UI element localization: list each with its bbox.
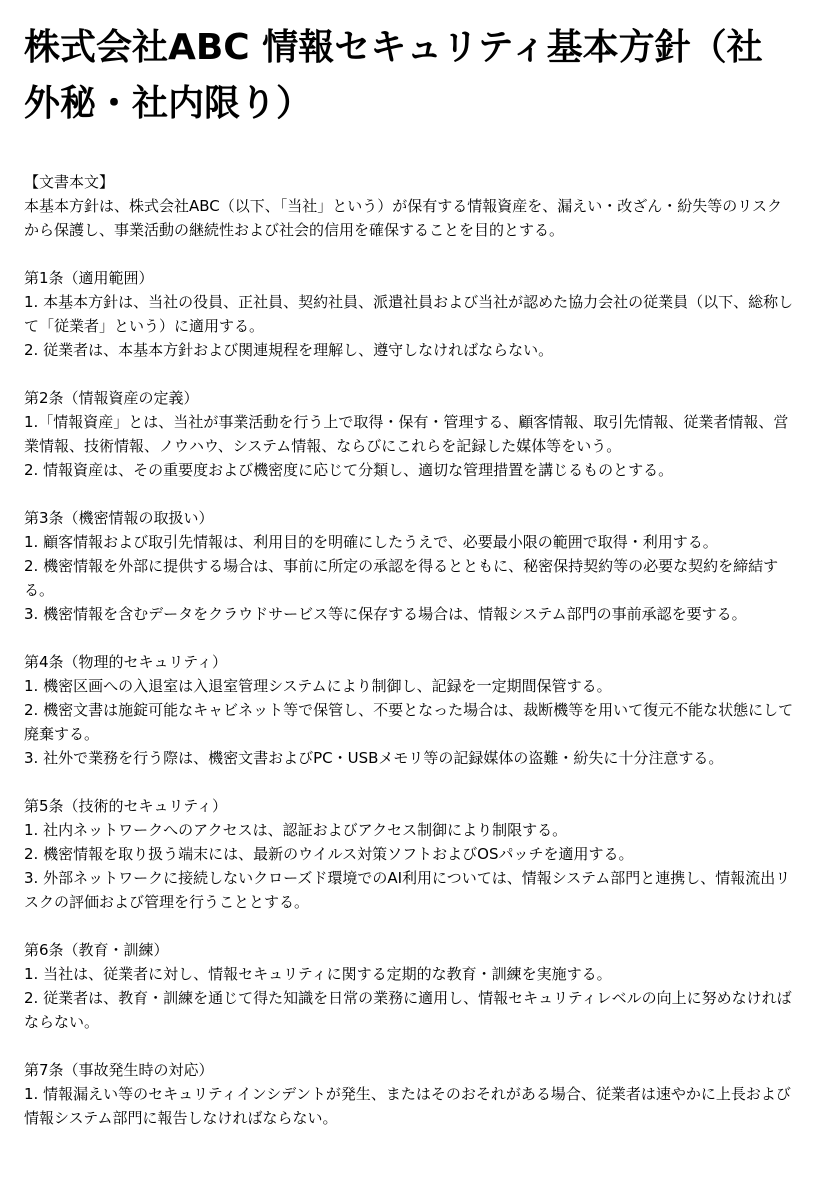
article-item: 1. 本基本方針は、当社の役員、正社員、契約社員、派遣社員および当社が認めた協力会社の従業員（以下、総称して「従業者」という）に適用する。 <box>24 293 794 335</box>
page-title: 株式会社ABC 情報セキュリティ基本方針（社外秘・社内限り） <box>24 27 763 124</box>
article-item: 1. 社内ネットワークへのアクセスは、認証およびアクセス制御により制限する。 <box>24 821 568 839</box>
document-body <box>24 170 796 1130</box>
article-heading: 第6条（教育・訓練） <box>24 941 169 959</box>
article-item: 1. 機密区画への入退室は入退室管理システムにより制御し、記録を一定期間保管する。 <box>24 677 612 695</box>
article-item: 3. 社外で業務を行う際は、機密文書およびPC・USBメモリ等の記録媒体の盗難・紛失に十分注意する。 <box>24 749 724 767</box>
article-3 <box>24 506 796 626</box>
article-item: 2. 情報資産は、その重要度および機密度に応じて分類し、適切な管理措置を講じるものとする。 <box>24 461 674 479</box>
article-heading: 第5条（技術的セキュリティ） <box>24 797 228 815</box>
article-item: 3. 機密情報を含むデータをクラウドサービス等に保存する場合は、情報システム部門の事前承認を要する。 <box>24 605 747 623</box>
article-heading: 第2条（情報資産の定義） <box>24 389 199 407</box>
article-7 <box>24 1058 796 1130</box>
article-item: 2. 機密文書は施錠可能なキャビネット等で保管し、不要となった場合は、裁断機等を用いて復元不能な状態にして廃棄する。 <box>24 701 794 743</box>
article-5 <box>24 794 796 914</box>
article-heading: 第4条（物理的セキュリティ） <box>24 653 228 671</box>
article-item: 1. 当社は、従業者に対し、情報セキュリティに関する定期的な教育・訓練を実施する。 <box>24 965 612 983</box>
preamble-text: 本基本方針は、株式会社ABC（以下、「当社」という）が保有する情報資産を、漏えい・改ざん・紛失等のリスクから保護し、事業活動の継続性および社会的信用を確保することを目的とする。 <box>24 197 782 239</box>
article-4 <box>24 650 796 770</box>
article-item: 2. 従業者は、教育・訓練を通じて得た知識を日常の業務に適用し、情報セキュリティレベルの向上に努めなければならない。 <box>24 989 792 1031</box>
article-item: 1. 顧客情報および取引先情報は、利用目的を明確にしたうえで、必要最小限の範囲で取得・利用する。 <box>24 533 718 551</box>
article-heading: 第1条（適用範囲） <box>24 269 154 287</box>
preamble-heading: 【文書本文】 <box>24 173 115 191</box>
article-item: 1.「情報資産」とは、当社が事業活動を行う上で取得・保有・管理する、顧客情報、取引先情報、従業者情報、営業情報、技術情報、ノウハウ、システム情報、ならびにこれらを記録した媒体等をいう。 <box>24 413 789 455</box>
article-item: 2. 機密情報を外部に提供する場合は、事前に所定の承認を得るとともに、秘密保持契約等の必要な契約を締結する。 <box>24 557 779 599</box>
article-1 <box>24 266 796 362</box>
article-item: 1. 情報漏えい等のセキュリティインシデントが発生、またはそのおそれがある場合、従業者は速やかに上長および情報システム部門に報告しなければならない。 <box>24 1085 791 1127</box>
article-2 <box>24 386 796 482</box>
article-6 <box>24 938 796 1034</box>
article-heading: 第3条（機密情報の取扱い） <box>24 509 214 527</box>
article-item: 2. 機密情報を取り扱う端末には、最新のウイルス対策ソフトおよびOSパッチを適用する。 <box>24 845 634 863</box>
article-heading: 第7条（事故発生時の対応） <box>24 1061 214 1079</box>
article-item: 2. 従業者は、本基本方針および関連規程を理解し、遵守しなければならない。 <box>24 341 554 359</box>
article-item: 3. 外部ネットワークに接続しないクローズド環境でのAI利用については、情報システム部門と連携し、情報流出リスクの評価および管理を行うこととする。 <box>24 869 791 911</box>
